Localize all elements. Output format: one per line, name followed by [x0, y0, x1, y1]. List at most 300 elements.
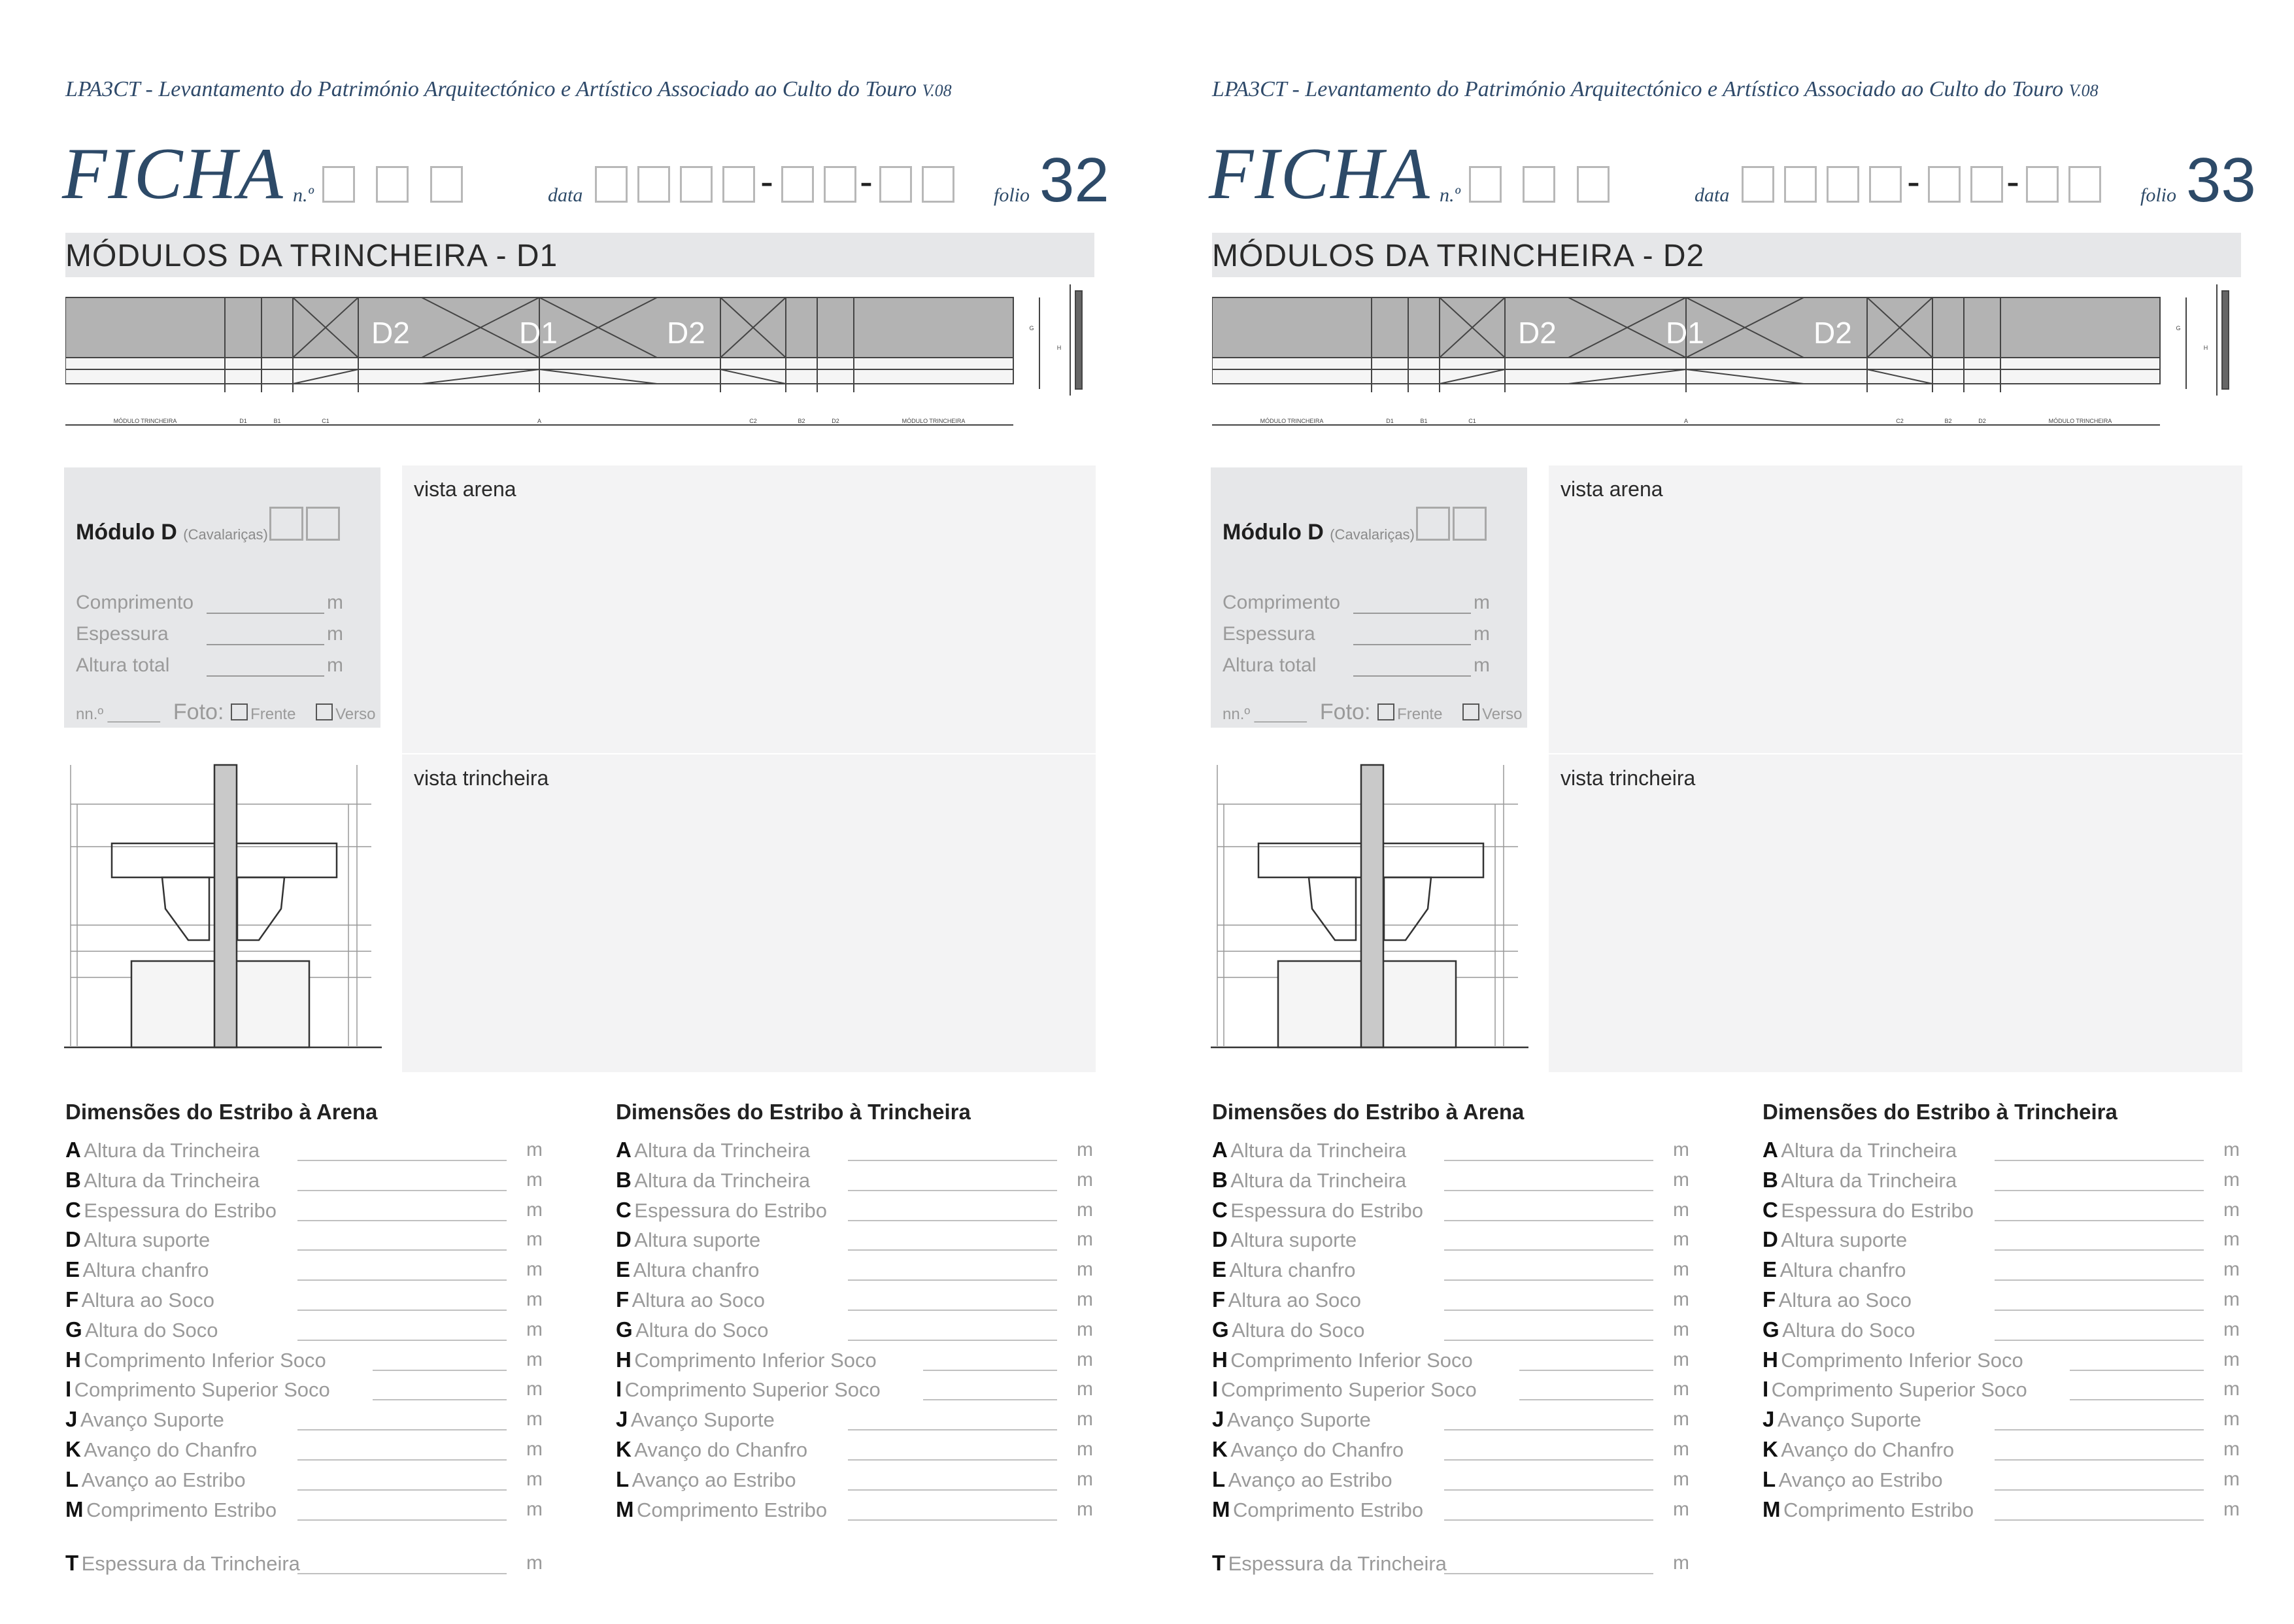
dimension-row-g [616, 1316, 1093, 1342]
dimension-letter: A [1212, 1138, 1228, 1162]
date-year-box[interactable] [1827, 166, 1859, 203]
dimension-label: Avanço ao Estribo [1778, 1468, 1943, 1491]
dimension-label: Comprimento Inferior Soco [1230, 1348, 1473, 1372]
unit-label: m [1077, 1259, 1093, 1281]
foto-row [76, 700, 375, 725]
dimension-input[interactable] [297, 1573, 507, 1574]
field-espessura-input[interactable] [1353, 644, 1471, 645]
unit-label: m [526, 1259, 543, 1281]
dimension-input[interactable] [923, 1370, 1057, 1371]
dimension-input[interactable] [373, 1399, 507, 1400]
modulo-title [76, 520, 268, 545]
dimension-label: Avanço ao Estribo [632, 1468, 796, 1491]
dimension-input[interactable] [1444, 1459, 1653, 1461]
ficha-title: FICHA [1209, 133, 1431, 214]
dimensions-trincheira-title: Dimensões do Estribo à Trincheira [616, 1100, 971, 1124]
dimension-input[interactable] [1995, 1190, 2204, 1191]
dimension-letter: B [1763, 1167, 1778, 1192]
dimension-input[interactable] [297, 1340, 507, 1341]
header-version: V.08 [2068, 81, 2099, 100]
dimension-row-h [616, 1346, 1093, 1372]
dimension-row-m [616, 1496, 1093, 1522]
dim-label: MÓDULO TRINCHEIRA [1260, 418, 1324, 424]
numero-box[interactable] [1577, 166, 1610, 203]
dim-label: C2 [1896, 418, 1904, 424]
dimension-input[interactable] [1444, 1489, 1653, 1491]
unit-label: m [526, 1168, 543, 1191]
date-year-box[interactable] [1869, 166, 1902, 203]
modulo-number-box[interactable] [269, 507, 303, 541]
unit-label: m [2223, 1139, 2240, 1160]
field-espessura-input[interactable] [207, 644, 324, 645]
dim-label: C2 [749, 418, 757, 424]
unit-label: m [2223, 1318, 2240, 1340]
field-altura-total-input[interactable] [207, 675, 324, 677]
dim-label: G [1029, 325, 1034, 331]
dimension-letter: J [616, 1407, 628, 1432]
dimension-input[interactable] [1444, 1519, 1653, 1521]
frente-checkbox[interactable] [231, 703, 248, 720]
dimension-input[interactable] [848, 1249, 1057, 1251]
modulo-number-box[interactable] [1416, 507, 1450, 541]
dim-label: D1 [239, 418, 247, 424]
field-altura-total-input[interactable] [1353, 675, 1471, 677]
dim-label: G [2176, 325, 2181, 331]
dimension-input[interactable] [297, 1310, 507, 1311]
dimension-input[interactable] [373, 1370, 507, 1371]
dimension-letter: M [1763, 1497, 1781, 1521]
dimension-letter: B [616, 1167, 632, 1192]
dimensions-trincheira-title: Dimensões do Estribo à Trincheira [1763, 1100, 2117, 1124]
unit-label: m [526, 1378, 543, 1400]
section-drawing [64, 758, 382, 1053]
dimension-input[interactable] [1444, 1573, 1653, 1574]
frente-label: Frente [1397, 705, 1443, 723]
unit-label: m [1077, 1498, 1093, 1520]
dimension-label: Espessura da Trincheira [81, 1552, 300, 1576]
verso-checkbox[interactable] [1462, 703, 1479, 720]
field-altura-total-label: Altura total [1223, 654, 1317, 676]
dimension-label: Comprimento Estribo [1783, 1498, 1974, 1521]
verso-checkbox[interactable] [316, 703, 333, 720]
dimension-letter: D [65, 1227, 81, 1252]
dimension-letter: E [65, 1257, 80, 1282]
field-comprimento-input[interactable] [1353, 613, 1471, 614]
modulo-number-box[interactable] [306, 507, 340, 541]
dimension-label: Altura da Trincheira [84, 1168, 260, 1192]
dimension-label: Comprimento Inferior Soco [84, 1348, 326, 1372]
dimension-label: Altura da Trincheira [84, 1139, 260, 1162]
date-dash: - [760, 160, 773, 203]
vista-trincheira-label: vista trincheira [414, 766, 549, 790]
dimension-row-j [65, 1406, 543, 1432]
date-year-box[interactable] [1742, 166, 1774, 203]
dimension-letter: C [1212, 1197, 1228, 1222]
date-year-box[interactable] [637, 166, 670, 203]
dimension-letter: D [1212, 1227, 1228, 1252]
date-month-box[interactable] [824, 166, 856, 203]
dimension-label: Comprimento Estribo [636, 1498, 828, 1521]
dimension-label: Altura suporte [1781, 1228, 1908, 1252]
unit-label: m [526, 1318, 543, 1340]
vista-arena-label: vista arena [1560, 477, 1663, 501]
dimension-input[interactable] [848, 1519, 1057, 1521]
dim-label: B1 [1420, 418, 1428, 424]
dimension-row-d [1212, 1226, 1689, 1252]
vista-trincheira-area[interactable] [1549, 754, 2242, 1072]
unit-label: m [1077, 1378, 1093, 1400]
unit-label: m [2223, 1408, 2240, 1430]
foto-row [1223, 700, 1522, 725]
dimension-label: Comprimento Inferior Soco [1781, 1348, 2023, 1372]
dimension-row-d [1763, 1226, 2240, 1252]
dimension-label: Altura do Soco [85, 1318, 218, 1342]
dimension-input[interactable] [1995, 1249, 2204, 1251]
date-day-box[interactable] [922, 166, 954, 203]
dimension-letter: E [616, 1257, 631, 1282]
data-label: data [1695, 184, 1730, 206]
numero-box[interactable] [376, 166, 409, 203]
verso-label: Verso [335, 705, 376, 723]
field-espessura-label: Espessura [1223, 623, 1315, 645]
data-label: data [548, 184, 583, 206]
dimension-row-b [1212, 1166, 1689, 1193]
dimension-label: Comprimento Superior Soco [1221, 1378, 1477, 1402]
dimension-label: Avanço ao Estribo [1228, 1468, 1392, 1491]
dimension-row-c [65, 1196, 543, 1223]
numero-label: n.º [293, 184, 314, 206]
dimension-letter: E [1212, 1257, 1227, 1282]
date-day-box[interactable] [2068, 166, 2101, 203]
numero-box[interactable] [1523, 166, 1555, 203]
dimension-row-e [616, 1256, 1093, 1282]
dimension-letter: J [1763, 1407, 1775, 1432]
dimension-letter: L [1212, 1466, 1226, 1491]
dim-label: H [1056, 345, 1062, 351]
unit-label: m [1077, 1438, 1093, 1460]
dimension-label: Altura da Trincheira [1230, 1139, 1407, 1162]
dimension-input[interactable] [848, 1429, 1057, 1430]
dimension-row-a [616, 1136, 1093, 1162]
unit-label: m [1077, 1468, 1093, 1490]
dimension-label: Altura chanfro [1229, 1259, 1356, 1282]
dimension-row-i [1212, 1376, 1689, 1402]
dimension-letter: A [616, 1138, 632, 1162]
dimension-input[interactable] [1444, 1310, 1653, 1311]
unit-label: m [1673, 1318, 1689, 1340]
field-comprimento-input[interactable] [207, 613, 324, 614]
field-comprimento-label: Comprimento [1223, 592, 1341, 613]
header-title: LPA3CT - Levantamento do Património Arquitectónico e Artístico Associado ao Culto do Touro [1212, 77, 2064, 101]
dimension-input[interactable] [297, 1279, 507, 1281]
dimension-letter: H [1763, 1347, 1778, 1372]
unit-label: m [1673, 1228, 1689, 1251]
vista-arena-label: vista arena [414, 477, 516, 501]
date-year-box[interactable] [722, 166, 755, 203]
dimension-letter: M [1212, 1497, 1230, 1521]
dimension-input[interactable] [297, 1249, 507, 1251]
dimension-row-e [65, 1256, 543, 1282]
dimension-label: Avanço do Chanfro [1781, 1438, 1955, 1461]
unit-label: m [1077, 1198, 1093, 1221]
dimension-label: Altura da Trincheira [1781, 1139, 1957, 1162]
dim-label: D1 [1386, 418, 1394, 424]
dimension-row-m [1763, 1496, 2240, 1522]
dim-label: H [2203, 345, 2208, 351]
unit-label: m [2223, 1378, 2240, 1400]
modulo-info-panel [64, 467, 380, 728]
dimension-row-t [1212, 1549, 1689, 1576]
elevation-drawing [1212, 278, 2258, 441]
unit-label: m [526, 1468, 543, 1490]
unit-label: m [526, 1498, 543, 1520]
dimension-row-b [616, 1166, 1093, 1193]
dimension-input[interactable] [297, 1429, 507, 1430]
dimension-input[interactable] [1444, 1160, 1653, 1161]
date-day-box[interactable] [879, 166, 912, 203]
dimension-input[interactable] [848, 1310, 1057, 1311]
date-month-box[interactable] [781, 166, 814, 203]
dimension-letter: C [65, 1197, 81, 1222]
dimensions-arena-title: Dimensões do Estribo à Arena [1212, 1100, 1525, 1124]
dimension-row-i [1763, 1376, 2240, 1402]
frente-label: Frente [250, 705, 296, 723]
dimension-label: Avanço do Chanfro [634, 1438, 808, 1461]
dimension-letter: C [616, 1197, 632, 1222]
dimension-letter: K [616, 1437, 632, 1461]
dimension-letter: A [65, 1138, 81, 1162]
dimension-input[interactable] [848, 1279, 1057, 1281]
dimension-letter: I [65, 1377, 72, 1402]
unit-label: m [1077, 1289, 1093, 1310]
unit-label: m [526, 1552, 543, 1574]
unit-label: m [327, 654, 343, 676]
dimension-input[interactable] [1995, 1310, 2204, 1311]
elevation-label-d1: D1 [1666, 316, 1704, 350]
dimension-row-b [1763, 1166, 2240, 1193]
unit-label: m [526, 1408, 543, 1430]
dim-label: C1 [322, 418, 329, 424]
dimension-input[interactable] [1444, 1249, 1653, 1251]
date-dash: - [860, 160, 873, 203]
dimension-input[interactable] [923, 1399, 1057, 1400]
dimension-label: Espessura do Estribo [84, 1198, 277, 1222]
unit-label: m [1673, 1498, 1689, 1520]
date-dash: - [2006, 160, 2019, 203]
dimension-row-d [65, 1226, 543, 1252]
dimension-letter: D [1763, 1227, 1778, 1252]
dimension-letter: I [1763, 1377, 1769, 1402]
dimension-letter: I [1212, 1377, 1219, 1402]
dimension-input[interactable] [1995, 1489, 2204, 1491]
unit-label: m [2223, 1498, 2240, 1520]
dim-label: D2 [832, 418, 839, 424]
dimension-label: Avanço Suporte [630, 1408, 775, 1432]
dimension-row-g [1212, 1316, 1689, 1342]
numero-box[interactable] [322, 166, 355, 203]
modulo-subtitle: (Cavalariças) [1330, 526, 1415, 543]
dim-label: B2 [798, 418, 805, 424]
dimension-letter: G [65, 1317, 82, 1342]
dimension-input[interactable] [1995, 1459, 2204, 1461]
dimension-label: Altura da Trincheira [634, 1139, 811, 1162]
dimension-input[interactable] [848, 1190, 1057, 1191]
date-day-box[interactable] [2026, 166, 2059, 203]
dimension-input[interactable] [2070, 1370, 2204, 1371]
dimension-row-f [1212, 1286, 1689, 1312]
numero-box[interactable] [1469, 166, 1502, 203]
frente-checkbox[interactable] [1377, 703, 1394, 720]
dimension-input[interactable] [297, 1489, 507, 1491]
elevation-label-d2-right: D2 [1813, 316, 1852, 350]
dimension-input[interactable] [848, 1459, 1057, 1461]
dimension-input[interactable] [1995, 1429, 2204, 1430]
dimension-input[interactable] [848, 1489, 1057, 1491]
dimension-input[interactable] [848, 1160, 1057, 1161]
date-year-box[interactable] [680, 166, 713, 203]
dimension-row-t [65, 1549, 543, 1576]
dimension-input[interactable] [1519, 1399, 1653, 1400]
date-month-box[interactable] [1928, 166, 1961, 203]
unit-label: m [1673, 1378, 1689, 1400]
unit-label: m [1077, 1348, 1093, 1370]
numero-box[interactable] [430, 166, 463, 203]
foto-label: Foto: [173, 700, 224, 724]
dimension-row-c [1763, 1196, 2240, 1223]
dimension-letter: A [1763, 1138, 1778, 1162]
date-year-box[interactable] [1784, 166, 1817, 203]
date-year-box[interactable] [595, 166, 628, 203]
unit-label: m [327, 623, 343, 645]
unit-label: m [327, 592, 343, 613]
dimension-label: Espessura da Trincheira [1228, 1552, 1447, 1576]
unit-label: m [2223, 1438, 2240, 1460]
dimension-row-h [1212, 1346, 1689, 1372]
dimension-input[interactable] [2070, 1399, 2204, 1400]
dimension-input[interactable] [1444, 1429, 1653, 1430]
dimension-label: Altura suporte [84, 1228, 211, 1252]
modulo-info-panel [1211, 467, 1527, 728]
dimension-input[interactable] [1444, 1220, 1653, 1221]
unit-label: m [1673, 1468, 1689, 1490]
unit-label: m [2223, 1168, 2240, 1191]
dimension-label: Altura do Soco [1232, 1318, 1365, 1342]
dimension-input[interactable] [1995, 1340, 2204, 1341]
dimension-input[interactable] [297, 1190, 507, 1191]
unit-label: m [1077, 1228, 1093, 1251]
document-header [65, 77, 952, 102]
dimension-input[interactable] [297, 1459, 507, 1461]
dimension-label: Altura ao Soco [1228, 1289, 1361, 1311]
dimension-input[interactable] [1995, 1160, 2204, 1161]
dimension-label: Altura ao Soco [81, 1289, 214, 1311]
numero-foto-field[interactable]: nn.º ______ [76, 705, 160, 723]
section-title: MÓDULOS DA TRINCHEIRA - D2 [1212, 239, 1705, 273]
dimension-label: Altura ao Soco [1778, 1289, 1912, 1311]
dimension-label: Comprimento Superior Soco [74, 1378, 330, 1402]
dimension-label: Altura suporte [1230, 1228, 1357, 1252]
numero-foto-field[interactable]: nn.º ______ [1223, 705, 1307, 723]
dimension-row-e [1763, 1256, 2240, 1282]
dimension-label: Altura suporte [634, 1228, 761, 1252]
foto-label: Foto: [1319, 700, 1371, 724]
unit-label: m [1474, 654, 1490, 676]
header-version: V.08 [922, 81, 952, 100]
dimension-row-c [1212, 1196, 1689, 1223]
dimension-input[interactable] [1444, 1190, 1653, 1191]
dimension-row-b [65, 1166, 543, 1193]
dimension-row-g [65, 1316, 543, 1342]
dimension-input[interactable] [1444, 1340, 1653, 1341]
modulo-title-text: Módulo D [76, 520, 177, 545]
date-month-box[interactable] [1970, 166, 2003, 203]
folio-number: 33 [2186, 145, 2256, 215]
dimension-label: Avanço do Chanfro [1230, 1438, 1404, 1461]
folio-number: 32 [1039, 145, 1109, 215]
unit-label: m [1673, 1289, 1689, 1310]
dimension-row-f [616, 1286, 1093, 1312]
dimension-label: Comprimento Estribo [86, 1498, 277, 1521]
vista-trincheira-area[interactable] [402, 754, 1096, 1072]
dimension-input[interactable] [297, 1220, 507, 1221]
unit-label: m [1673, 1168, 1689, 1191]
dimension-row-j [1212, 1406, 1689, 1432]
unit-label: m [1673, 1259, 1689, 1281]
dimension-row-k [65, 1436, 543, 1462]
dimension-row-k [1763, 1436, 2240, 1462]
dimension-input[interactable] [1519, 1370, 1653, 1371]
dimension-input[interactable] [297, 1519, 507, 1521]
dimension-label: Avanço do Chanfro [84, 1438, 258, 1461]
dimension-input[interactable] [1995, 1519, 2204, 1521]
modulo-number-box[interactable] [1453, 507, 1487, 541]
page-folio-33 [1147, 0, 2293, 1624]
dimension-letter: H [616, 1347, 632, 1372]
dimension-label: Altura da Trincheira [1781, 1168, 1957, 1192]
dimension-row-j [616, 1406, 1093, 1432]
dimension-label: Comprimento Superior Soco [1771, 1378, 2027, 1402]
dimension-input[interactable] [1995, 1279, 2204, 1281]
dimension-input[interactable] [848, 1340, 1057, 1341]
vista-arena-area[interactable] [1549, 465, 2242, 753]
dim-label: D2 [1978, 418, 1986, 424]
dimension-letter: L [616, 1466, 630, 1491]
dimension-input[interactable] [848, 1220, 1057, 1221]
dimension-letter: I [616, 1377, 622, 1402]
dimension-letter: T [1212, 1551, 1226, 1576]
dim-label: B2 [1944, 418, 1952, 424]
dimension-input[interactable] [297, 1160, 507, 1161]
dimension-row-l [616, 1466, 1093, 1492]
elevation-label-d2-left: D2 [1518, 316, 1557, 350]
dimension-label: Altura chanfro [633, 1259, 760, 1282]
dimension-input[interactable] [1995, 1220, 2204, 1221]
dim-label: B1 [273, 418, 281, 424]
unit-label: m [1673, 1198, 1689, 1221]
dimension-letter: F [1212, 1287, 1226, 1311]
dimension-letter: B [1212, 1167, 1228, 1192]
dimension-row-h [1763, 1346, 2240, 1372]
unit-label: m [526, 1198, 543, 1221]
section-drawing [1211, 758, 1528, 1053]
dimension-row-i [616, 1376, 1093, 1402]
dimension-input[interactable] [1444, 1279, 1653, 1281]
dim-label: MÓDULO TRINCHEIRA [113, 418, 177, 424]
dimension-row-m [65, 1496, 543, 1522]
unit-label: m [2223, 1468, 2240, 1490]
vista-arena-area[interactable] [402, 465, 1096, 753]
unit-label: m [526, 1289, 543, 1310]
